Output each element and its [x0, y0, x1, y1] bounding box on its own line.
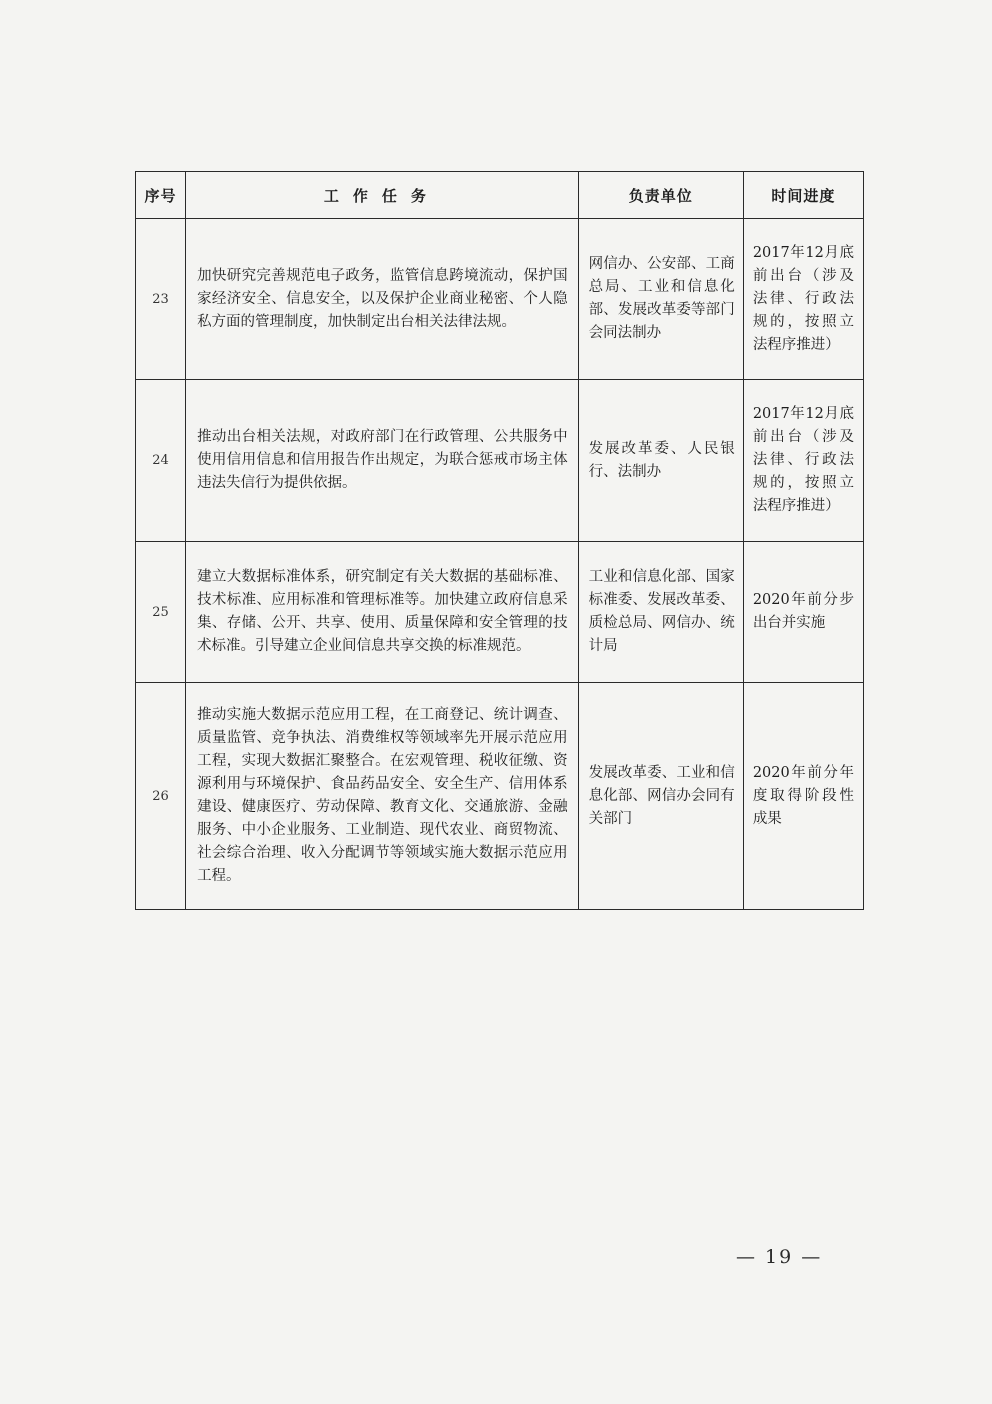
- unit-cell: [578, 219, 743, 380]
- header-no: 序号: [136, 172, 186, 219]
- task-cell: [186, 380, 579, 542]
- time-text: 2017年12月底前出台（涉及法律、行政法规的，按照立法程序推进）: [752, 244, 854, 353]
- task-table: [135, 171, 864, 910]
- row-number: 23: [136, 219, 186, 380]
- row-number: 26: [136, 683, 186, 910]
- unit-cell: [578, 542, 743, 683]
- task-cell: [186, 219, 579, 380]
- task-text: 推动出台相关法规，对政府部门在行政管理、公共服务中使用信用信息和信用报告作出规定，为联合惩戒市场主体违法失信行为提供依据。: [197, 429, 568, 491]
- header-task: 工作任务: [186, 172, 579, 219]
- time-text: 2020年前分年度取得阶段性成果: [752, 764, 854, 827]
- time-cell: [743, 542, 863, 683]
- task-cell: [186, 542, 579, 683]
- table-row: [136, 683, 864, 910]
- time-cell: [743, 683, 863, 910]
- task-cell: [186, 683, 579, 910]
- table-row: [136, 219, 864, 380]
- unit-cell: [578, 683, 743, 910]
- unit-text: 工业和信息化部、国家标准委、发展改革委、质检总局、网信办、统计局: [588, 569, 735, 654]
- header-unit: 负责单位: [578, 172, 743, 219]
- header-time: 时间进度: [743, 172, 863, 219]
- unit-text: 发展改革委、人民银行、法制办: [588, 440, 735, 480]
- row-number: 25: [136, 542, 186, 683]
- row-number: 24: [136, 380, 186, 542]
- unit-cell: [578, 380, 743, 542]
- unit-text: 网信办、公安部、工商总局、工业和信息化部、发展改革委等部门会同法制办: [588, 256, 735, 341]
- task-text: 加快研究完善规范电子政务，监管信息跨境流动，保护国家经济安全、信息安全，以及保护企业商业秘密、个人隐私方面的管理制度，加快制定出台相关法律法规。: [197, 267, 568, 330]
- time-text: 2017年12月底前出台（涉及法律、行政法规的，按照立法程序推进）: [752, 406, 854, 514]
- time-text: 2020年前分步出台并实施: [752, 592, 854, 631]
- time-cell: [743, 219, 863, 380]
- unit-text: 发展改革委、工业和信息化部、网信办会同有关部门: [588, 764, 735, 827]
- table-row: [136, 380, 864, 542]
- table-row: [136, 542, 864, 683]
- task-text: 建立大数据标准体系，研究制定有关大数据的基础标准、技术标准、应用标准和管理标准等。加快建立政府信息采集、存储、公开、共享、使用、质量保障和安全管理的技术标准。引导建立企业间信息共享交换的标准规范。: [197, 569, 568, 654]
- task-text: 推动实施大数据示范应用工程，在工商登记、统计调查、质量监管、竞争执法、消费维权等领域率先开展示范应用工程，实现大数据汇聚整合。在宏观管理、税收征缴、资源利用与环境保护、食品药品安全、安全生产、信用体系建设、健康医疗、劳动保障、教育文化、交通旅游、金融服务、中小企业服务、工业制造、现代农业、商贸物流、社会综合治理、收入分配调节等领域实施大数据示范应用工程。: [197, 707, 568, 884]
- table-header-row: [136, 172, 864, 219]
- time-cell: [743, 380, 863, 542]
- page-number: — 19 —: [736, 1246, 823, 1268]
